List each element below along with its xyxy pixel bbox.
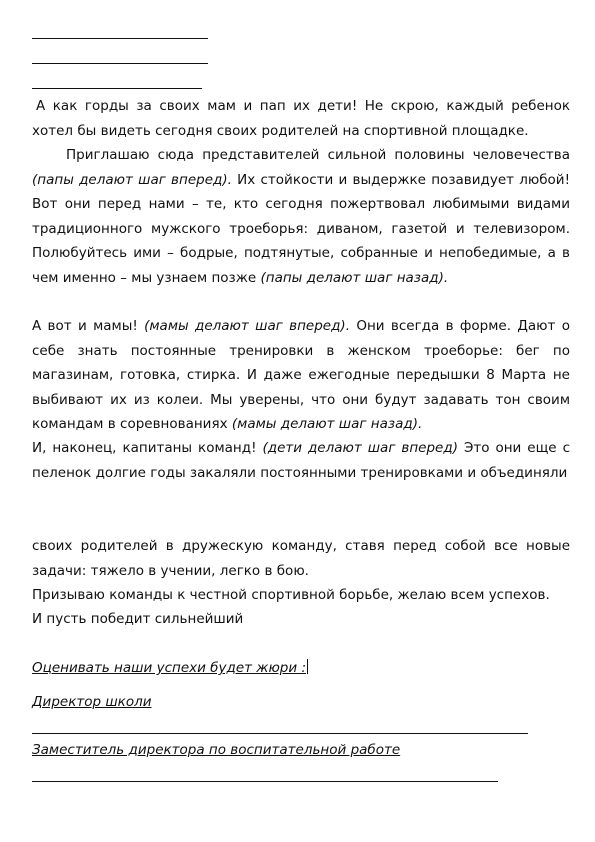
final-text: И пусть победит сильнейший	[32, 611, 244, 627]
deputy-label: Заместитель директора по воспитательной работе	[32, 742, 401, 758]
paragraph-continuation	[32, 534, 570, 583]
blank-line-1	[32, 38, 208, 39]
paragraph-captains	[32, 436, 570, 485]
jury-label: Оценивать наши успехи будет жюри :	[32, 660, 306, 676]
paragraph-dads	[32, 143, 570, 290]
dads-step-forward-note: (папы делают шаг вперед).	[32, 171, 232, 188]
paragraph-moms	[32, 314, 570, 437]
children-step-forward-note: (дети делают шаг вперед)	[262, 440, 458, 456]
blank-line-2	[32, 63, 208, 64]
deputy-line	[32, 740, 400, 760]
dads-step-back-note: (папы делают шаг назад).	[260, 269, 449, 286]
call-text: Призываю команды к честной спортивной борьбе, желаю всем успехов.	[32, 587, 550, 603]
dads-invite-text: Приглашаю сюда представителей сильной половины человечества	[66, 147, 570, 163]
moms-intro-text: А вот и мамы!	[32, 318, 138, 334]
continuation-text: своих родителей в дружескую команду, ставя перед собой все новые задачи: тяжело в учении, легко в бою.	[32, 538, 570, 579]
director-label: Директор школи	[32, 694, 152, 710]
director-line	[32, 692, 152, 712]
paragraph-final	[32, 607, 570, 632]
paragraph-intro	[32, 94, 570, 143]
text-cursor	[307, 659, 308, 674]
dads-description-text: Их стойкости и выдержке позавидует любой! Вот они перед нами – те, кто сегодня пожертвовал любимыми видами традиционного мужского троеборья: диваном, газетой и телевизором. Полюбуйтесь ими – бодрые, подтянутые, собранные и непобедимые, а в чем именно – мы узнаем позже	[32, 171, 570, 286]
blank-line-3	[32, 88, 202, 89]
intro-text: А как горды за своих мам и пап их дети! Не скрою, каждый ребенок хотел бы видеть сегодня своих родителей на спортивной площадке.	[32, 98, 570, 139]
deputy-signature-line	[32, 781, 498, 782]
director-signature-line	[32, 733, 528, 734]
moms-description-text: Они всегда в форме. Дают о себе знать постоянные тренировки в женском троеборье: бег по магазинам, готовка, стирка. И даже ежегодные передышки 8 Марта не выбивают их из колеи. Мы уверены, что они будут задавать тон своим командам в соревнованиях	[32, 318, 570, 432]
captains-intro-text: И, наконец, капитаны команд!	[32, 440, 257, 456]
moms-step-back-note: (мамы делают шаг назад).	[231, 416, 423, 432]
paragraph-call	[32, 583, 570, 608]
moms-step-forward-note: (мамы делают шаг вперед).	[144, 318, 350, 334]
jury-line	[32, 658, 308, 678]
captains-description-text: Это они еще с пеленок долгие годы закаляли постоянными тренировками и объединяли	[32, 440, 570, 481]
